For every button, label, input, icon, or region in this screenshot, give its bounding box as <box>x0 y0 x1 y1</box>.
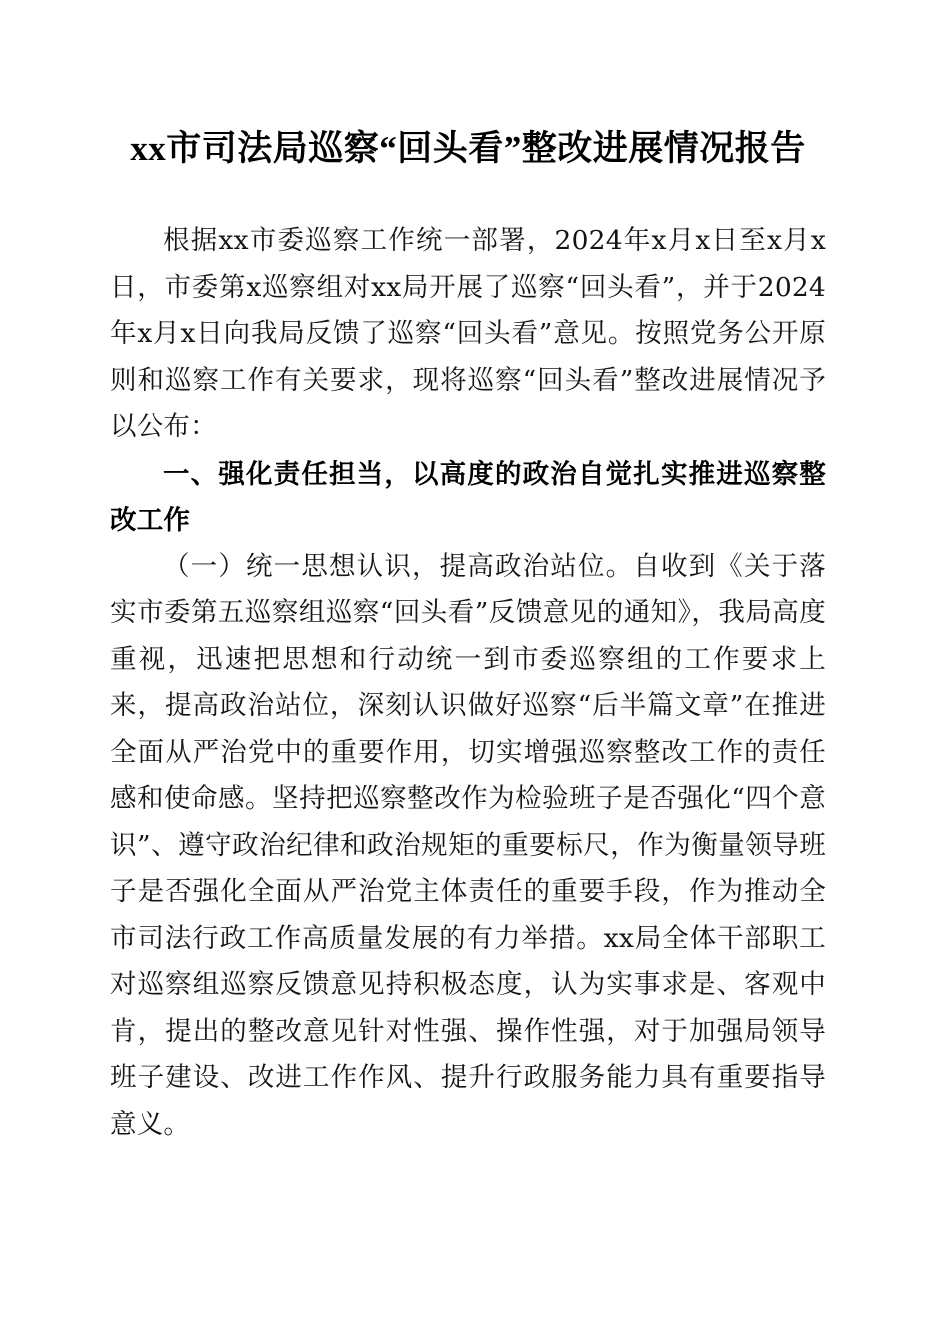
subsection-one-paragraph: （一）统一思想认识，提高政治站位。自收到《关于落实市委第五巡察组巡察“回头看”反馈意见的通知》，我局高度重视，迅速把思想和行动统一到市委巡察组的工作要求上来，提高政治站位，深刻认识做好巡察“后半篇文章”在推进全面从严治党中的重要作用，切实增强巡察整改工作的责任感和使命感。坚持把巡察整改作为检验班子是否强化“四个意识”、遵守政治纪律和政治规矩的重要标尺，作为衡量领导班子是否强化全面从严治党主体责任的重要手段，作为推动全市司法行政工作高质量发展的有力举措。xx局全体干部职工对巡察组巡察反馈意见持积极态度，认为实事求是、客观中肯，提出的整改意见针对性强、操作性强，对于加强局领导班子建设、改进工作作风、提升行政服务能力具有重要指导意义。 <box>110 550 826 1140</box>
section-heading-one: 一、强化责任担当，以高度的政治自觉扎实推进巡察整改工作 <box>110 458 826 535</box>
document-title: xx市司法局巡察“回头看”整改进展情况报告 <box>130 129 806 168</box>
document-content <box>110 0 826 1148</box>
intro-paragraph: 根据xx市委巡察工作统一部署，2024年x月x日至x月x日，市委第x巡察组对xx局开展了巡察“回头看”，并于2024年x月x日向我局反馈了巡察“回头看”意见。按照党务公开原则和巡察工作有关要求，现将巡察“回头看”整改进展情况予以公布： <box>110 225 826 442</box>
